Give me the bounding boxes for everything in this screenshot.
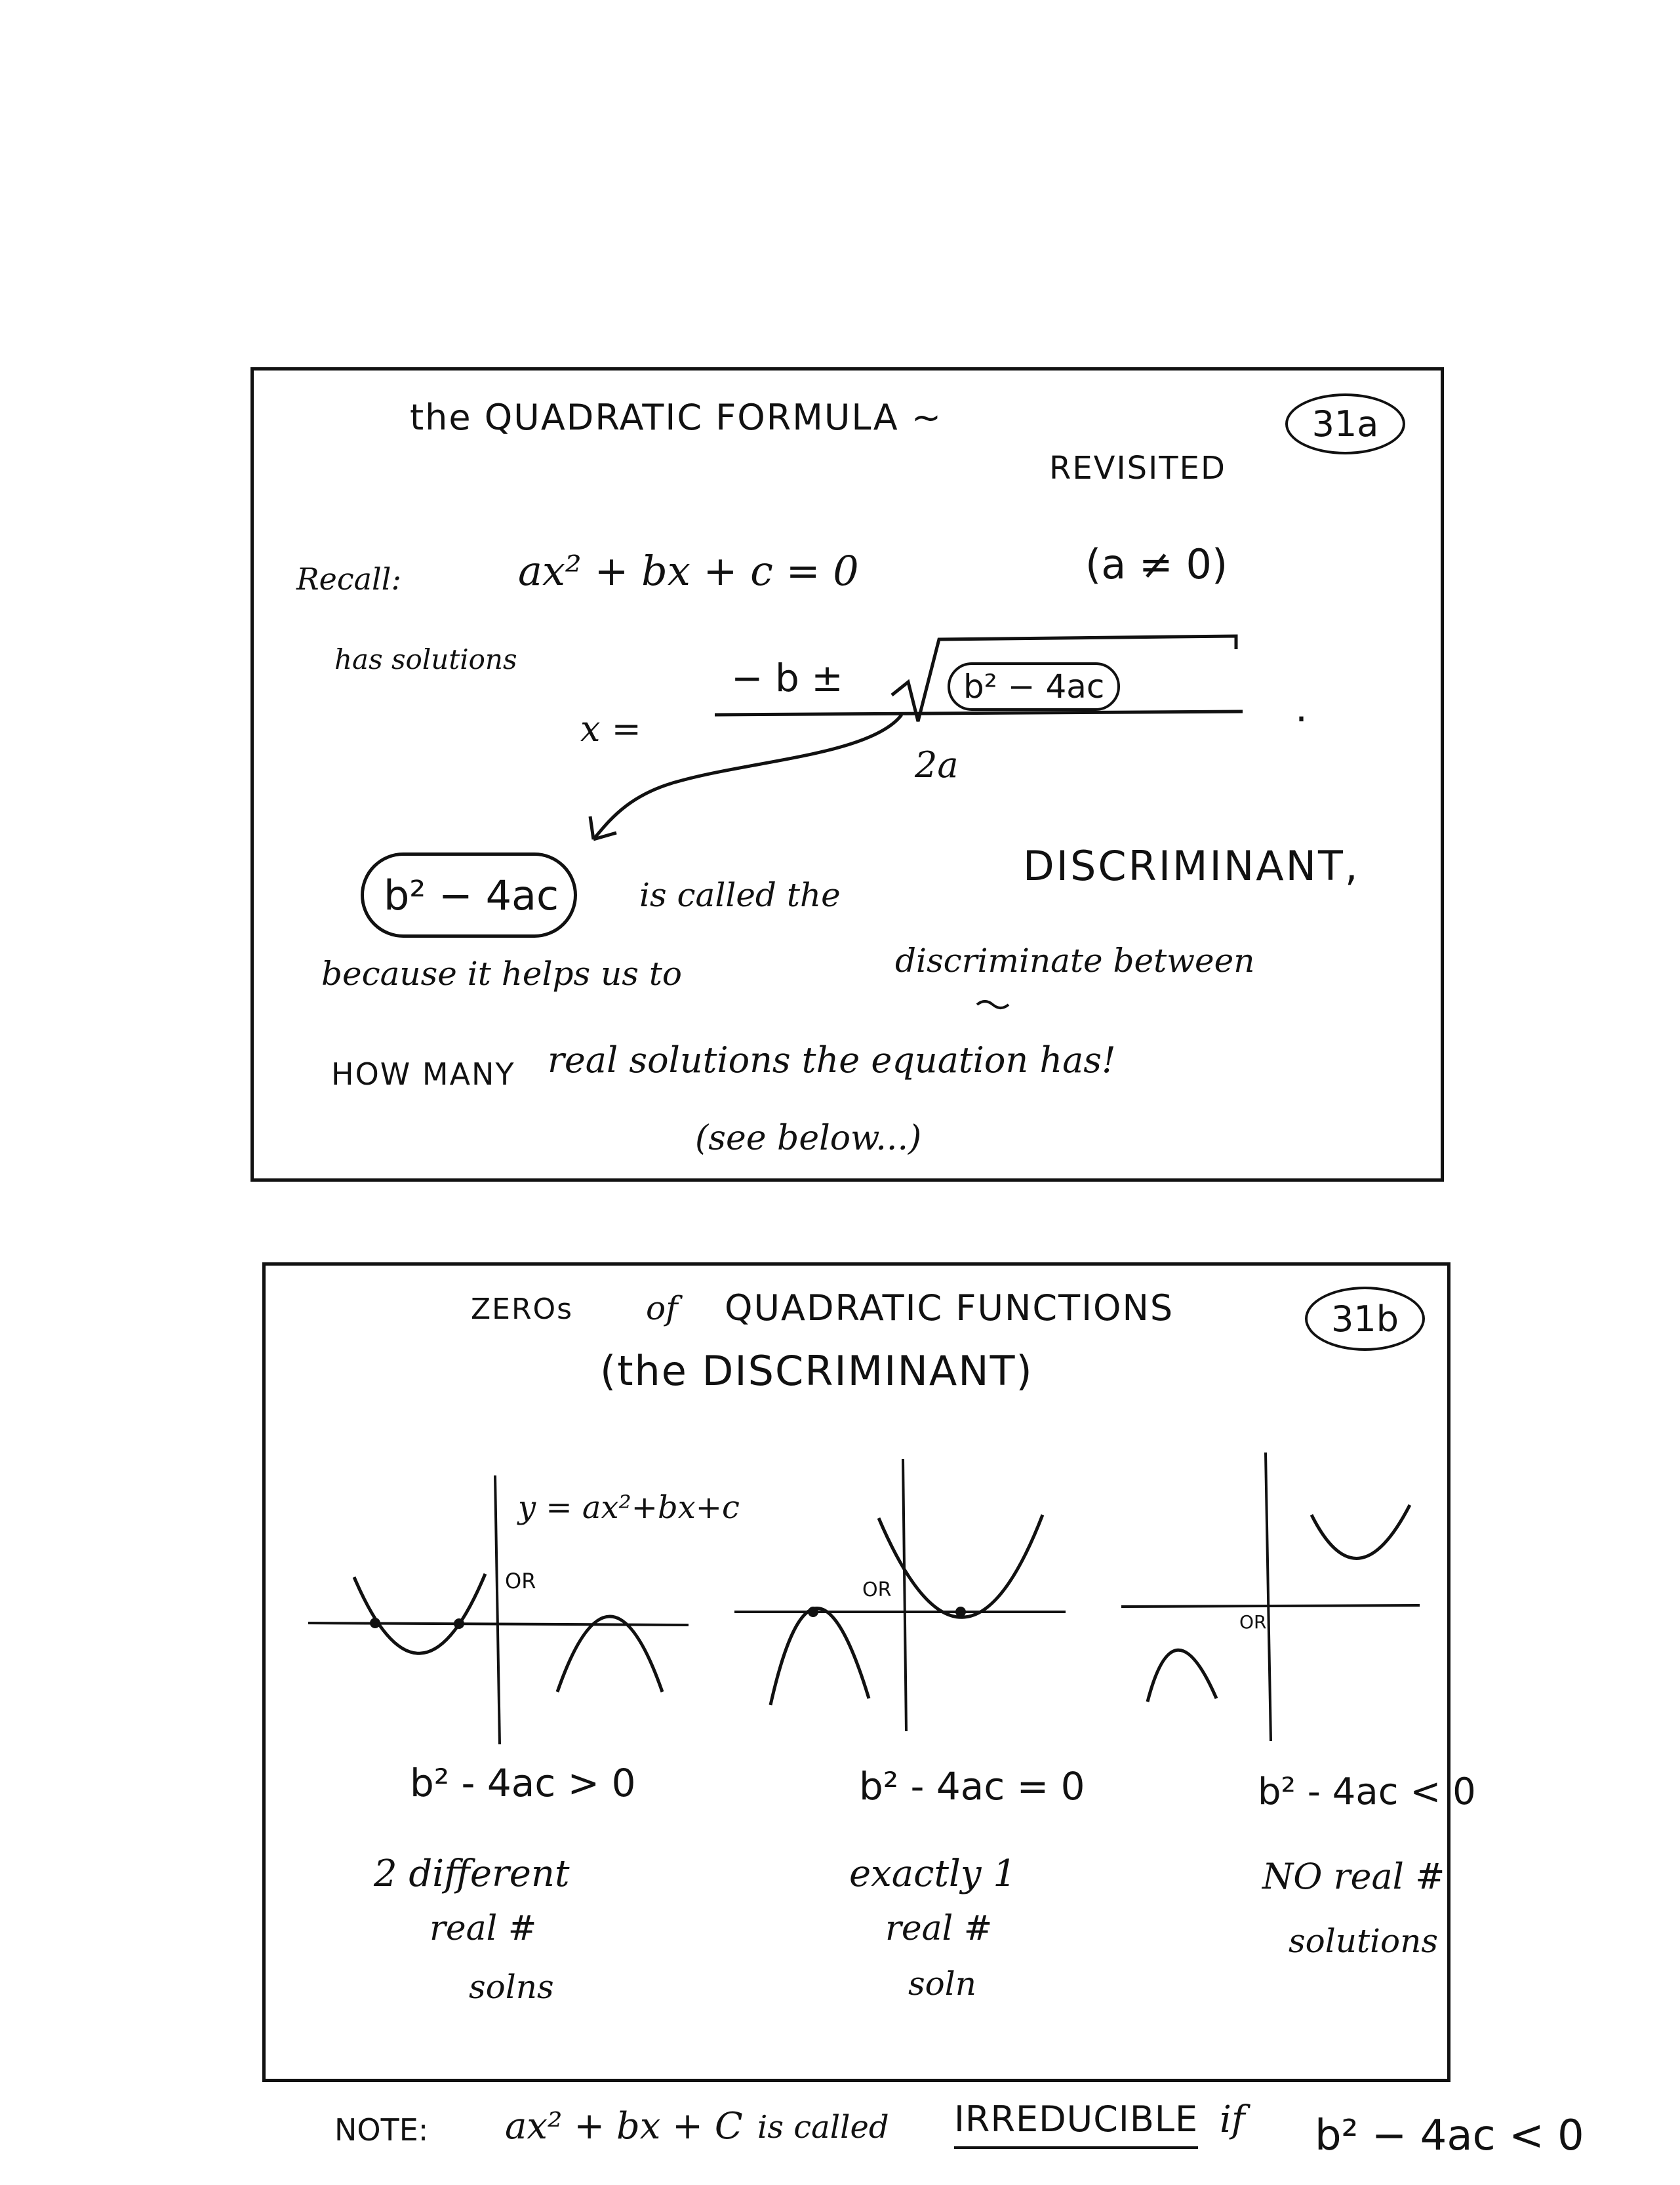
card-b-badge-text: 31b [1331,1298,1399,1340]
denominator: 2a [915,744,959,786]
graph3-down-parabola [1148,1650,1216,1702]
see-below-text: (see below...) [695,1119,922,1158]
graph1-y-axis [495,1475,500,1744]
card-a-subtitle: REVISITED [1049,450,1226,487]
or-label-3: OR [1239,1611,1267,1633]
nonzero-condition: (a ≠ 0) [1085,540,1228,588]
numerator-prefix: − b ± [731,656,843,700]
graph2-vertex-down [808,1607,818,1617]
note-text: is called [757,2109,889,2146]
graph1-root-right [454,1618,464,1629]
note-term: IRREDUCIBLE [954,2102,1198,2149]
note-if: if [1220,2098,1245,2141]
graph1-root-left [370,1618,380,1628]
formula-period: . [1295,685,1308,731]
graph-two-roots [308,1475,689,1744]
graph2-y-axis [903,1459,906,1731]
graph2-vertex-up [955,1607,966,1617]
discriminant-term: DISCRIMINANT, [1023,842,1360,890]
graph1-up-parabola [354,1574,485,1653]
recall-label: Recall: [296,561,401,597]
card-a-badge-text: 31a [1311,403,1379,445]
case1-desc-2: real # [430,1909,537,1948]
how-many-text: HOW MANY [331,1056,515,1092]
case2-desc-3: soln [908,1965,976,2003]
card-b-title-zeros: ZEROs [471,1293,574,1326]
is-called-text: is called the [639,876,841,914]
case2-desc-1: exactly 1 [849,1853,1016,1895]
case1-condition: b² - 4ac > 0 [410,1761,636,1805]
graph2-down-parabola [770,1608,869,1705]
card-b-title-line2: (the DISCRIMINANT) [600,1347,1033,1395]
case2-desc-2: real # [885,1909,993,1948]
graph3-y-axis [1266,1453,1271,1741]
card-b-title-functions: QUADRATIC FUNCTIONS [725,1287,1174,1329]
note-condition: b² − 4ac < 0 [1315,2112,1584,2160]
graph-one-root [734,1459,1066,1731]
card-b-title-of: of [646,1289,678,1327]
or-label-1: OR [505,1569,536,1594]
graph1-down-parabola [557,1616,662,1692]
graph3-up-parabola [1311,1505,1410,1558]
case1-desc-1: 2 different [374,1853,570,1895]
discriminant-expr: b² − 4ac [384,872,559,919]
has-solutions: has solutions [334,643,517,675]
x-equals: x = [580,708,641,750]
case2-condition: b² - 4ac = 0 [859,1764,1085,1809]
discriminant-in-formula-text: b² − 4ac [963,668,1105,706]
because-text: because it helps us to [321,955,683,993]
real-solutions-text: real solutions the equation has! [548,1039,1116,1081]
quadratic-equation: ax² + bx + c = 0 [518,547,859,595]
discriminate-text: discriminate between [895,942,1255,980]
note-label: NOTE: [334,2112,429,2148]
case3-condition: b² - 4ac < 0 [1258,1771,1476,1813]
case3-desc-2: solutions [1289,1922,1439,1960]
card-a-title: the QUADRATIC FORMULA ~ [410,397,943,438]
graph3-x-axis [1121,1605,1420,1607]
note-expr: ax² + bx + C [505,2105,743,2148]
case3-desc-1: NO real # [1262,1856,1445,1897]
function-label: y = ax²+bx+c [518,1489,740,1526]
case1-desc-3: solns [469,1968,554,2006]
graph-no-roots [1121,1453,1420,1741]
or-label-2: OR [862,1578,892,1601]
